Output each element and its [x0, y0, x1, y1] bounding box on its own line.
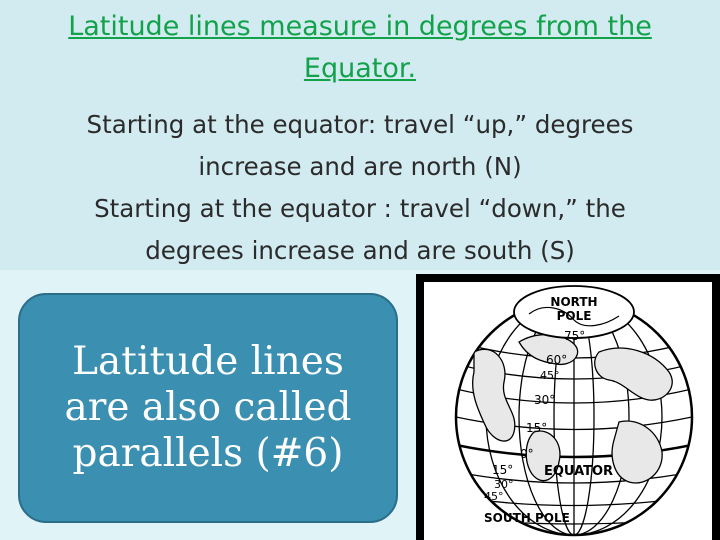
- callout-line-3: parallels (#6): [72, 431, 344, 476]
- lat-label-15n: 15°: [526, 421, 548, 435]
- north-pole-label-1: NORTH: [550, 295, 598, 309]
- parallels-callout: [18, 293, 398, 523]
- globe-image: [424, 282, 712, 540]
- body-line-3: Starting at the equator : travel “down,” the: [94, 194, 626, 223]
- lat-label-0: 0°: [520, 447, 534, 461]
- title-line-2: Equator.: [303, 53, 417, 84]
- callout-line-2: are also called: [64, 385, 352, 430]
- body-line-2: increase and are north (N): [198, 152, 522, 181]
- lat-label-60n: 60°: [546, 353, 568, 367]
- south-pole-label: SOUTH POLE: [484, 511, 570, 525]
- globe-illustration: [424, 282, 712, 540]
- title-line-1: Latitude lines measure in degrees from the: [68, 11, 652, 42]
- slide-title: [0, 6, 720, 90]
- north-pole-label-2: POLE: [556, 309, 592, 323]
- equator-label: EQUATOR: [544, 464, 614, 479]
- body-text: [0, 104, 720, 272]
- lat-label-45s: 45°: [484, 490, 504, 503]
- lat-label-15s: 15°: [492, 463, 514, 477]
- body-line-1: Starting at the equator: travel “up,” degrees: [86, 110, 634, 139]
- lat-label-75n: 75°: [564, 329, 586, 343]
- body-line-4: degrees increase and are south (S): [145, 236, 575, 265]
- globe-image-frame: [416, 274, 720, 540]
- lat-label-45n: 45°: [540, 369, 560, 382]
- callout-line-1: Latitude lines: [72, 339, 344, 384]
- lat-label-30s: 30°: [494, 478, 514, 491]
- lat-label-30n: 30°: [534, 393, 556, 407]
